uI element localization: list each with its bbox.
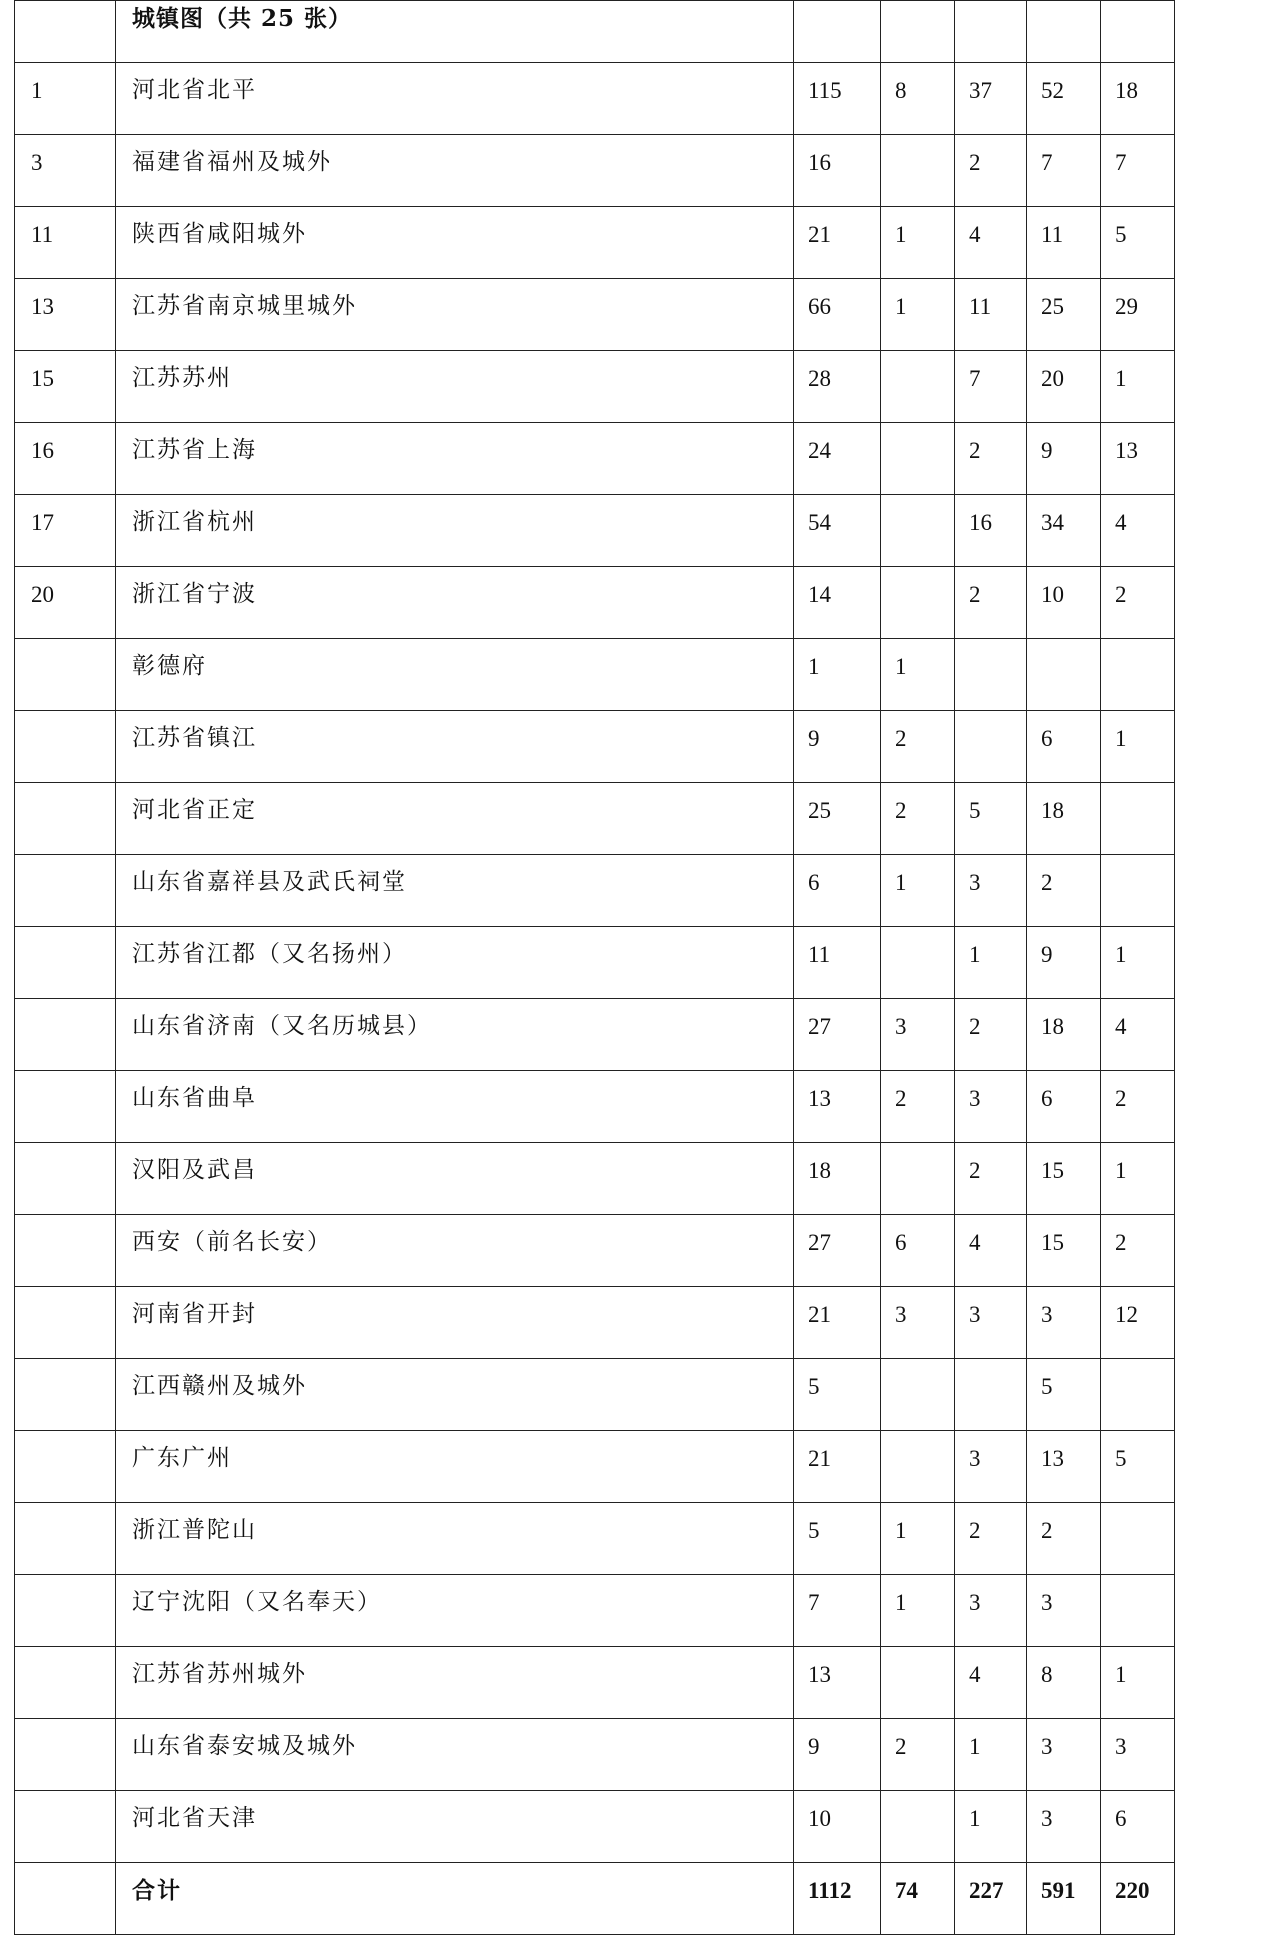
row-place-name: 山东省嘉祥县及武氏祠堂 [116,855,794,927]
row-count-cell [881,1647,955,1719]
row-count-cell: 18 [794,1143,881,1215]
table-row [15,927,1175,999]
row-count-cell: 2 [955,999,1027,1071]
row-count-cell: 5 [1101,1431,1175,1503]
city-map-table [14,0,1175,1935]
row-place-name: 河北省北平 [116,63,794,135]
total-count-cell: 227 [955,1863,1027,1935]
row-count-cell: 3 [955,1431,1027,1503]
row-count-cell: 4 [1101,999,1175,1071]
row-count-cell: 52 [1027,63,1101,135]
row-count-cell: 2 [1101,1215,1175,1287]
row-place-name: 浙江普陀山 [116,1503,794,1575]
row-place-name: 西安（前名长安） [116,1215,794,1287]
row-count-cell: 1 [955,1719,1027,1791]
row-count-cell: 8 [881,63,955,135]
row-count-cell: 7 [955,351,1027,423]
row-count-cell: 2 [955,1143,1027,1215]
row-count-cell: 3 [955,1575,1027,1647]
row-count-cell [881,423,955,495]
row-count-cell: 2 [881,1719,955,1791]
row-index [15,855,116,927]
row-count-cell [1101,1359,1175,1431]
row-count-cell: 16 [955,495,1027,567]
row-count-cell [1101,639,1175,711]
total-label: 合计 [116,1863,794,1935]
row-count-cell: 5 [794,1503,881,1575]
row-place-name: 江苏苏州 [116,351,794,423]
row-place-name: 浙江省宁波 [116,567,794,639]
row-count-cell [881,1791,955,1863]
row-count-cell: 1 [881,1575,955,1647]
row-index [15,1575,116,1647]
total-count-cell: 591 [1027,1863,1101,1935]
row-count-cell: 3 [955,1287,1027,1359]
row-index: 15 [15,351,116,423]
row-place-name: 河北省天津 [116,1791,794,1863]
row-count-cell: 3 [1027,1719,1101,1791]
row-count-cell: 11 [794,927,881,999]
row-index: 17 [15,495,116,567]
row-place-name: 江苏省苏州城外 [116,1647,794,1719]
row-count-cell: 1 [881,855,955,927]
row-count-cell: 10 [794,1791,881,1863]
row-count-cell: 24 [794,423,881,495]
row-count-cell: 5 [955,783,1027,855]
row-count-cell: 1 [955,1791,1027,1863]
row-place-name: 福建省福州及城外 [116,135,794,207]
row-count-cell: 2 [1027,1503,1101,1575]
row-count-cell: 6 [794,855,881,927]
row-count-cell: 37 [955,63,1027,135]
row-count-cell: 4 [955,1215,1027,1287]
table-row [15,639,1175,711]
row-count-cell: 9 [794,711,881,783]
row-count-cell: 12 [1101,1287,1175,1359]
row-count-cell: 21 [794,1287,881,1359]
row-count-cell: 6 [1027,1071,1101,1143]
row-count-cell: 27 [794,999,881,1071]
row-count-cell: 2 [955,135,1027,207]
row-count-cell: 2 [881,1071,955,1143]
row-place-name: 广东广州 [116,1431,794,1503]
table-row [15,567,1175,639]
row-count-cell: 11 [1027,207,1101,279]
row-place-name: 河南省开封 [116,1287,794,1359]
row-count-cell: 2 [1101,567,1175,639]
row-count-cell: 21 [794,1431,881,1503]
total-count-cell: 74 [881,1863,955,1935]
row-count-cell: 29 [1101,279,1175,351]
row-index [15,1719,116,1791]
row-count-cell: 1 [794,639,881,711]
table-row [15,1575,1175,1647]
table-row [15,1431,1175,1503]
row-count-cell: 2 [881,711,955,783]
row-count-cell [881,927,955,999]
row-count-cell: 115 [794,63,881,135]
row-count-cell [1101,783,1175,855]
row-count-cell: 7 [1027,135,1101,207]
row-count-cell: 4 [955,1647,1027,1719]
row-count-cell [881,135,955,207]
row-index [15,1647,116,1719]
row-count-cell: 4 [1101,495,1175,567]
row-count-cell: 6 [881,1215,955,1287]
table-row [15,1071,1175,1143]
row-count-cell: 2 [1027,855,1101,927]
row-count-cell [881,495,955,567]
row-place-name: 江苏省江都（又名扬州） [116,927,794,999]
header-title: 城镇图（共 25 张） [116,1,794,63]
table-row [15,1719,1175,1791]
row-count-cell: 7 [794,1575,881,1647]
row-count-cell: 5 [794,1359,881,1431]
table-row [15,1647,1175,1719]
row-count-cell: 8 [1027,1647,1101,1719]
row-count-cell: 7 [1101,135,1175,207]
table-row [15,423,1175,495]
row-count-cell: 2 [955,567,1027,639]
row-index [15,783,116,855]
table-row [15,495,1175,567]
row-count-cell [1101,855,1175,927]
row-count-cell: 1 [881,207,955,279]
row-count-cell: 54 [794,495,881,567]
row-index [15,639,116,711]
row-place-name: 江苏省镇江 [116,711,794,783]
row-count-cell: 1 [1101,1647,1175,1719]
row-count-cell: 2 [1101,1071,1175,1143]
row-count-cell [881,567,955,639]
row-count-cell: 3 [881,1287,955,1359]
row-index: 16 [15,423,116,495]
row-place-name: 江苏省上海 [116,423,794,495]
table-row [15,783,1175,855]
row-index [15,1215,116,1287]
row-count-cell: 14 [794,567,881,639]
row-index [15,1071,116,1143]
row-count-cell: 16 [794,135,881,207]
row-place-name: 河北省正定 [116,783,794,855]
row-index [15,1431,116,1503]
table-row [15,1287,1175,1359]
row-count-cell: 5 [1101,207,1175,279]
table-row [15,351,1175,423]
row-count-cell: 13 [1027,1431,1101,1503]
row-index [15,1143,116,1215]
total-count-cell: 1112 [794,1863,881,1935]
row-count-cell: 15 [1027,1215,1101,1287]
row-index [15,927,116,999]
row-count-cell [881,1359,955,1431]
total-index-cell [15,1863,116,1935]
table-row [15,135,1175,207]
row-index [15,1359,116,1431]
row-count-cell: 4 [955,207,1027,279]
row-count-cell: 18 [1027,999,1101,1071]
table-row [15,711,1175,783]
row-count-cell: 2 [955,1503,1027,1575]
row-count-cell: 1 [1101,927,1175,999]
row-index [15,1791,116,1863]
table-row [15,1143,1175,1215]
row-index: 11 [15,207,116,279]
row-index: 1 [15,63,116,135]
row-place-name: 山东省泰安城及城外 [116,1719,794,1791]
header-empty-cell [881,1,955,63]
row-count-cell: 66 [794,279,881,351]
row-count-cell [1101,1503,1175,1575]
row-count-cell: 3 [955,855,1027,927]
table-row [15,1215,1175,1287]
row-count-cell: 1 [955,927,1027,999]
table-row [15,1503,1175,1575]
row-place-name: 辽宁沈阳（又名奉天） [116,1575,794,1647]
row-count-cell [955,1359,1027,1431]
row-count-cell: 9 [794,1719,881,1791]
row-index: 13 [15,279,116,351]
table-row [15,63,1175,135]
row-count-cell: 3 [1027,1575,1101,1647]
row-index [15,1287,116,1359]
row-index: 3 [15,135,116,207]
row-count-cell [955,639,1027,711]
header-empty-cell [794,1,881,63]
row-count-cell: 11 [955,279,1027,351]
row-count-cell [881,1143,955,1215]
row-count-cell: 18 [1027,783,1101,855]
row-index [15,999,116,1071]
row-count-cell: 9 [1027,927,1101,999]
row-count-cell: 18 [1101,63,1175,135]
row-place-name: 彰德府 [116,639,794,711]
row-count-cell [1027,639,1101,711]
row-count-cell: 1 [1101,1143,1175,1215]
table-row [15,207,1175,279]
table-row [15,1359,1175,1431]
table-row [15,999,1175,1071]
row-place-name: 山东省济南（又名历城县） [116,999,794,1071]
row-place-name: 江西赣州及城外 [116,1359,794,1431]
row-place-name: 浙江省杭州 [116,495,794,567]
row-count-cell: 25 [1027,279,1101,351]
row-count-cell: 2 [955,423,1027,495]
row-index [15,1503,116,1575]
row-count-cell: 1 [1101,351,1175,423]
row-count-cell: 9 [1027,423,1101,495]
row-count-cell: 13 [1101,423,1175,495]
row-count-cell: 3 [881,999,955,1071]
row-count-cell [1101,1575,1175,1647]
header-empty-cell [1027,1,1101,63]
row-count-cell: 34 [1027,495,1101,567]
row-count-cell: 13 [794,1647,881,1719]
header-empty-cell [955,1,1027,63]
row-count-cell [881,1431,955,1503]
row-count-cell [881,351,955,423]
row-count-cell: 3 [1027,1791,1101,1863]
table-row [15,279,1175,351]
row-count-cell: 15 [1027,1143,1101,1215]
row-index [15,711,116,783]
row-count-cell: 21 [794,207,881,279]
total-count-cell: 220 [1101,1863,1175,1935]
row-count-cell: 6 [1027,711,1101,783]
row-count-cell: 10 [1027,567,1101,639]
row-count-cell: 2 [881,783,955,855]
row-count-cell: 25 [794,783,881,855]
row-count-cell: 13 [794,1071,881,1143]
row-place-name: 陕西省咸阳城外 [116,207,794,279]
header-row [15,1,1175,63]
row-count-cell: 6 [1101,1791,1175,1863]
table-row [15,855,1175,927]
total-row [15,1863,1175,1935]
header-index-cell [15,1,116,63]
row-count-cell: 5 [1027,1359,1101,1431]
row-place-name: 江苏省南京城里城外 [116,279,794,351]
table-row [15,1791,1175,1863]
row-place-name: 山东省曲阜 [116,1071,794,1143]
row-count-cell: 1 [881,639,955,711]
row-count-cell: 20 [1027,351,1101,423]
row-count-cell: 3 [1101,1719,1175,1791]
row-count-cell: 27 [794,1215,881,1287]
row-count-cell: 3 [1027,1287,1101,1359]
row-index: 20 [15,567,116,639]
row-count-cell: 28 [794,351,881,423]
header-empty-cell [1101,1,1175,63]
row-count-cell [955,711,1027,783]
row-place-name: 汉阳及武昌 [116,1143,794,1215]
row-count-cell: 3 [955,1071,1027,1143]
row-count-cell: 1 [881,1503,955,1575]
row-count-cell: 1 [881,279,955,351]
row-count-cell: 1 [1101,711,1175,783]
